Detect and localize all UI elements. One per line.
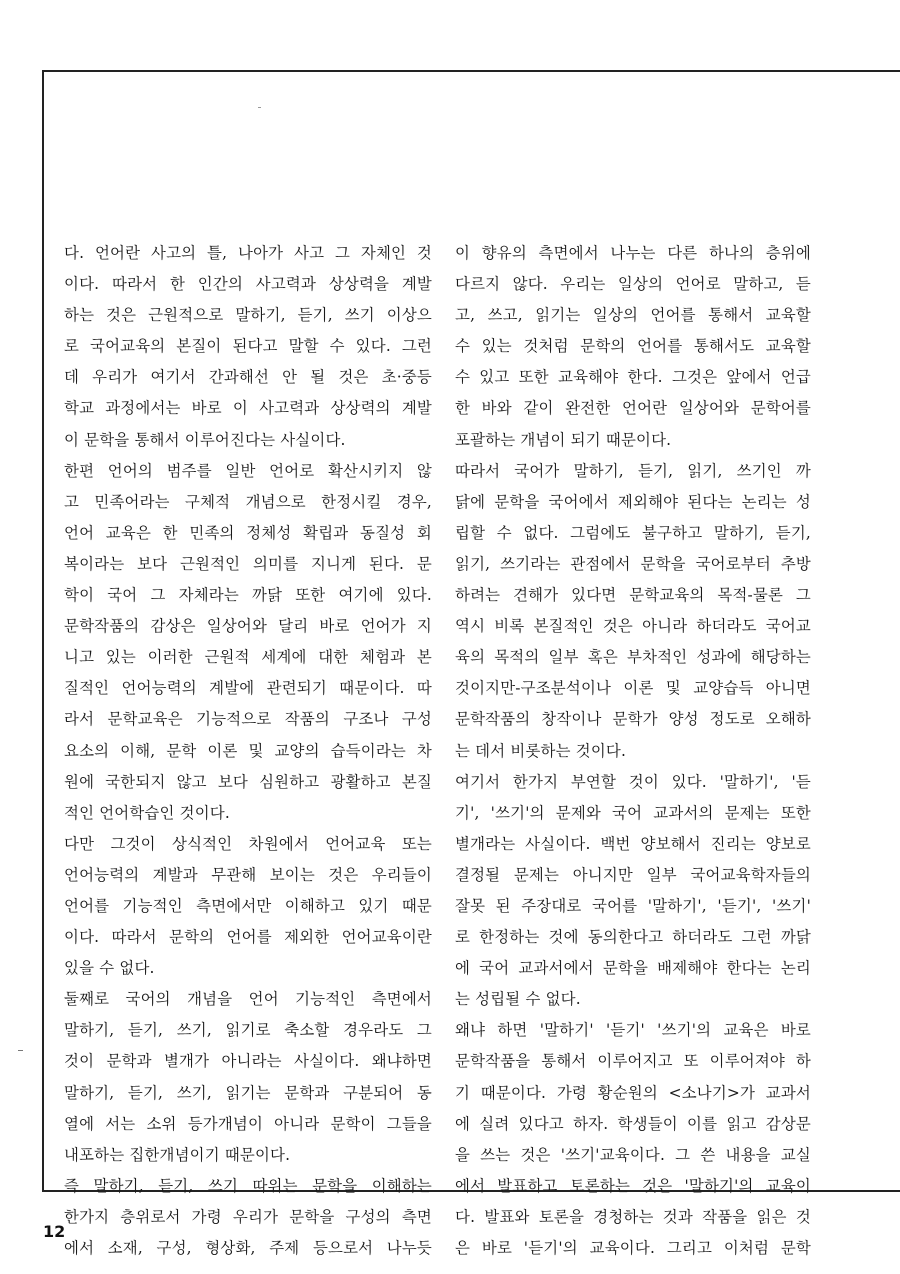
text-line: 역시 비록 본질적인 것은 아니라 하더라도 국어교 — [455, 617, 811, 636]
left-text-column — [64, 238, 432, 1264]
text-line: 에서 소재, 구성, 형상화, 주제 등으로서 나누듯 — [64, 1239, 432, 1257]
text-line: 언어능력의 계발과 무관해 보이는 것은 우리들이 — [64, 865, 432, 884]
text-line: 둘째로 국어의 개념을 언어 기능적인 측면에서 — [64, 990, 432, 1009]
text-line: 잘못 된 주장대로 국어를 '말하기', '듣기', '쓰기' — [455, 896, 811, 915]
text-line: 는 성립될 수 없다. — [455, 990, 581, 1009]
text-line: 말하기, 듣기, 쓰기, 읽기로 축소할 경우라도 그 — [64, 1021, 432, 1040]
text-line: 에서 발표하고 토론하는 것은 '말하기'의 교육이 — [455, 1176, 811, 1195]
text-line: 원에 국한되지 않고 보다 심원하고 광활하고 본질 — [64, 772, 432, 791]
text-line: 학이 국어 그 자체라는 까닭 또한 여기에 있다. — [64, 586, 432, 605]
text-line: 언어를 기능적인 측면에서만 이해하고 있기 때문 — [64, 896, 432, 915]
text-line: 다. 발표와 토론을 경청하는 것과 작품을 읽은 것 — [455, 1207, 811, 1226]
text-line: 고, 쓰고, 읽기는 일상의 언어를 통해서 교육할 — [455, 306, 811, 325]
text-line: 언어 교육은 한 민족의 정체성 확립과 동질성 회 — [64, 523, 432, 542]
text-line: 로 한정하는 것에 동의한다고 하더라도 그런 까닭 — [455, 928, 811, 947]
text-line: 한 바와 같이 완전한 언어란 일상어와 문학어를 — [455, 399, 811, 418]
text-line: 문학작품의 감상은 일상어와 달리 바로 언어가 지 — [64, 617, 432, 636]
text-line: 데 우리가 여기서 간과해선 안 될 것은 초·중등 — [64, 368, 432, 387]
text-line: 을 쓰는 것은 '쓰기'교육이다. 그 쓴 내용을 교실 — [455, 1145, 811, 1164]
text-line: 다르지 않다. 우리는 일상의 언어로 말하고, 듣 — [455, 275, 811, 294]
text-line: 이 향유의 측면에서 나누는 다른 하나의 층위에 — [455, 244, 811, 262]
text-line: 즉 말하기, 듣기, 쓰기 따위는 문학을 이해하는 — [64, 1176, 432, 1195]
text-line: 결정될 문제는 아니지만 일부 국어교육학자들의 — [455, 865, 811, 884]
text-line: 열에 서는 소위 등가개념이 아니라 문학이 그들을 — [64, 1114, 432, 1133]
right-text-column — [455, 238, 811, 1264]
text-line: 문학작품을 통해서 이루어지고 또 이루어져야 하 — [455, 1052, 811, 1071]
text-line: 읽기, 쓰기라는 관점에서 문학을 국어로부터 추방 — [455, 554, 811, 573]
margin-mark — [258, 107, 261, 108]
text-line: 육의 목적의 일부 혹은 부차적인 성과에 해당하는 — [455, 648, 811, 667]
text-line: 요소의 이해, 문학 이론 및 교양의 습득이라는 차 — [64, 741, 432, 760]
text-line: 복이라는 보다 근원적인 의미를 지니게 된다. 문 — [64, 554, 432, 573]
text-line: 이 문학을 통해서 이루어진다는 사실이다. — [64, 430, 346, 449]
text-line: 에 실려 있다고 하자. 학생들이 이를 읽고 감상문 — [455, 1114, 811, 1133]
margin-mark — [18, 1050, 23, 1051]
text-line: 은 바로 '듣기'의 교육이다. 그리고 이처럼 문학 — [455, 1239, 811, 1257]
text-line: 학교 과정에서는 바로 이 사고력과 상상력의 계발 — [64, 399, 432, 418]
text-line: 는 데서 비롯하는 것이다. — [455, 741, 627, 760]
text-line: 문학작품의 창작이나 문학가 양성 정도로 오해하 — [455, 710, 811, 729]
text-line: 에 국어 교과서에서 문학을 배제해야 한다는 논리 — [455, 959, 811, 978]
text-line: 이다. 따라서 한 인간의 사고력과 상상력을 계발 — [64, 275, 432, 294]
text-line: 다만 그것이 상식적인 차원에서 언어교육 또는 — [64, 834, 432, 853]
text-line: 질적인 언어능력의 계발에 관련되기 때문이다. 따 — [64, 679, 432, 698]
text-line: 왜냐 하면 '말하기' '듣기' '쓰기'의 교육은 바로 — [455, 1021, 811, 1040]
text-line: 니고 있는 이러한 근원적 세계에 대한 체험과 본 — [64, 648, 432, 667]
text-line: 포괄하는 개념이 되기 때문이다. — [455, 430, 672, 449]
text-line: 말하기, 듣기, 쓰기, 읽기는 문학과 구분되어 동 — [64, 1083, 432, 1102]
text-line: 고 민족어라는 구체적 개념으로 한정시킬 경우, — [64, 492, 432, 511]
text-line: 다. 언어란 사고의 틀, 나아가 사고 그 자체인 것 — [64, 244, 432, 262]
text-line: 기 때문이다. 가령 황순원의 <소나기>가 교과서 — [455, 1083, 811, 1102]
text-line: 수 있는 것처럼 문학의 언어를 통해서도 교육할 — [455, 337, 811, 356]
text-line: 립할 수 없다. 그럼에도 불구하고 말하기, 듣기, — [455, 523, 811, 542]
text-line: 수 있고 또한 교육해야 한다. 그것은 앞에서 언급 — [455, 368, 811, 387]
text-line: 내포하는 집한개념이기 때문이다. — [64, 1145, 291, 1164]
text-line: 것이 문학과 별개가 아니라는 사실이다. 왜냐하면 — [64, 1052, 432, 1071]
text-line: 있을 수 없다. — [64, 959, 155, 978]
text-line: 별개라는 사실이다. 백번 양보해서 진리는 양보로 — [455, 834, 811, 853]
text-line: 닭에 문학을 국어에서 제외해야 된다는 논리는 성 — [455, 492, 811, 511]
text-line: 하는 것은 근원적으로 말하기, 듣기, 쓰기 이상으 — [64, 306, 432, 325]
text-line: 한가지 층위로서 가령 우리가 문학을 구성의 측면 — [64, 1207, 432, 1226]
text-line: 것이지만-구조분석이나 이론 및 교양습득 아니면 — [455, 679, 811, 698]
text-line: 한편 언어의 범주를 일반 언어로 확산시키지 않 — [64, 461, 432, 480]
text-line: 기', '쓰기'의 문제와 국어 교과서의 문제는 또한 — [455, 803, 811, 822]
text-line: 로 국어교육의 본질이 된다고 말할 수 있다. 그런 — [64, 337, 432, 356]
text-line: 라서 문학교육은 기능적으로 작품의 구조나 구성 — [64, 710, 432, 729]
page-number: 12 — [43, 1222, 66, 1241]
text-line: 따라서 국어가 말하기, 듣기, 읽기, 쓰기인 까 — [455, 461, 811, 480]
text-line: 여기서 한가지 부연할 것이 있다. '말하기', '듣 — [455, 772, 811, 791]
text-line: 이다. 따라서 문학의 언어를 제외한 언어교육이란 — [64, 928, 432, 947]
text-line: 하려는 견해가 있다면 문학교육의 목적-물론 그 — [455, 586, 811, 605]
text-line: 적인 언어학습인 것이다. — [64, 803, 230, 822]
